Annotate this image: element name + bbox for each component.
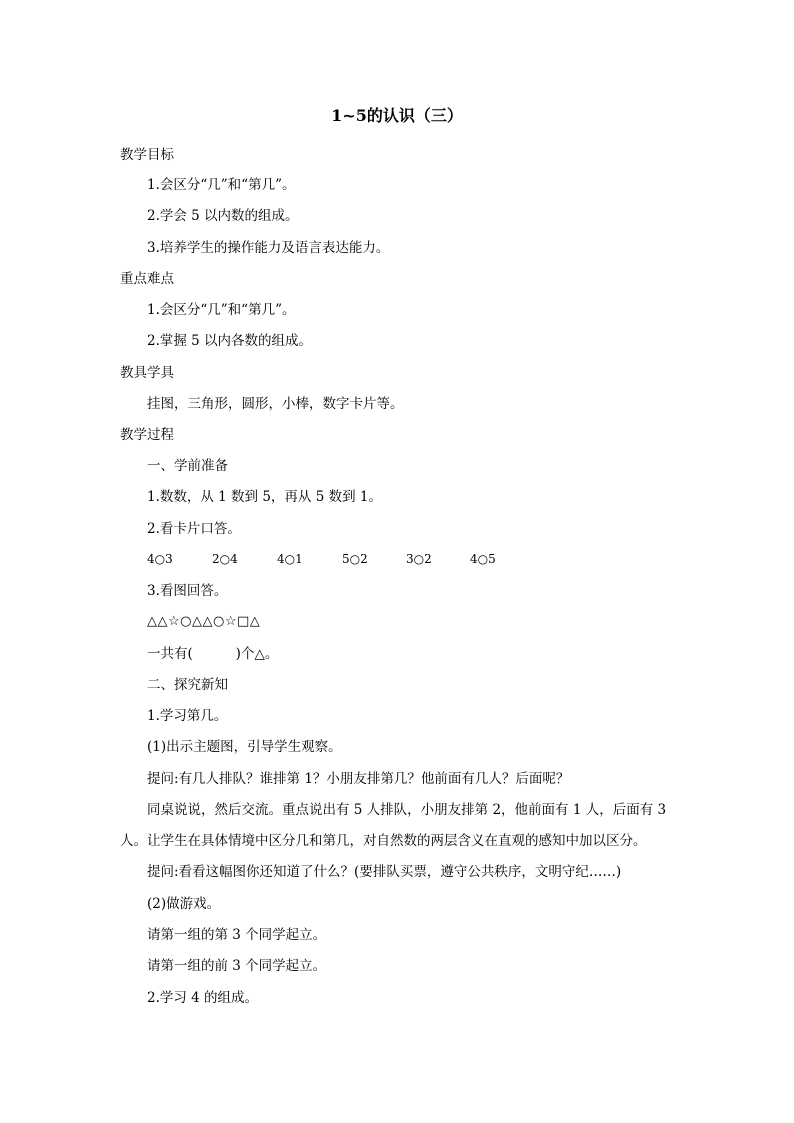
- step-learn-ordinal: 1.学习第几。: [147, 708, 228, 724]
- discussion-line-2: 人。让学生在具体情境中区分几和第几，对自然数的两层含义在直观的感知中加以区分。: [120, 833, 647, 849]
- step-show-picture: (1)出示主题图，引导学生观察。: [147, 739, 342, 755]
- game-instruction-2: 请第一组的前 3 个同学起立。: [147, 958, 327, 974]
- key-point-item-2: 2.掌握 5 以内各数的组成。: [147, 333, 313, 349]
- key-point-item-1: 1.会区分“几”和“第几”。: [147, 302, 296, 318]
- goal-item-3: 3.培养学生的操作能力及语言表达能力。: [147, 240, 390, 256]
- step-cards: 2.看卡片口答。: [147, 521, 241, 537]
- discussion-line-1: 同桌说说，然后交流。重点说出有 5 人排队，小朋友排第 2，他前面有 1 人，后面有 3: [147, 802, 667, 818]
- question-line-2: 提问:看看这幅图你还知道了什么？(要排队买票，遵守公共秩序，文明守纪……): [147, 864, 622, 880]
- goal-item-2: 2.学会 5 以内数的组成。: [147, 208, 299, 224]
- card-item: 3○2: [406, 552, 432, 566]
- goal-item-1: 1.会区分“几”和“第几”。: [147, 177, 296, 193]
- game-heading: (2)做游戏。: [147, 896, 221, 912]
- question-line-1: 提问:有几人排队？谁排第 1？小朋友排第几？他前面有几人？后面呢？: [147, 771, 570, 787]
- materials-text: 挂图，三角形，圆形，小棒，数字卡片等。: [147, 396, 404, 412]
- card-item: 2○4: [212, 552, 238, 566]
- fill-blank-question: 一共有( )个△。: [147, 646, 279, 662]
- shape-sequence: △△☆○△△○☆□△: [147, 614, 261, 629]
- step-count: 1.数数，从 1 数到 5，再从 5 数到 1。: [147, 489, 382, 505]
- card-item: 4○5: [470, 552, 496, 566]
- section-heading-process: 教学过程: [120, 427, 174, 443]
- part-2-heading: 二、探究新知: [147, 677, 228, 693]
- step-picture: 3.看图回答。: [147, 583, 228, 599]
- page-title: 1~5的认识（三）: [331, 106, 463, 125]
- section-heading-key-points: 重点难点: [120, 271, 174, 287]
- card-item: 4○1: [277, 552, 303, 566]
- step-learn-composition: 2.学习 4 的组成。: [147, 990, 259, 1006]
- part-1-heading: 一、学前准备: [147, 458, 228, 474]
- section-heading-materials: 教具学具: [120, 365, 174, 381]
- card-item: 5○2: [342, 552, 368, 566]
- game-instruction-1: 请第一组的第 3 个同学起立。: [147, 927, 327, 943]
- section-heading-goals: 教学目标: [120, 147, 174, 163]
- card-item: 4○3: [147, 552, 173, 566]
